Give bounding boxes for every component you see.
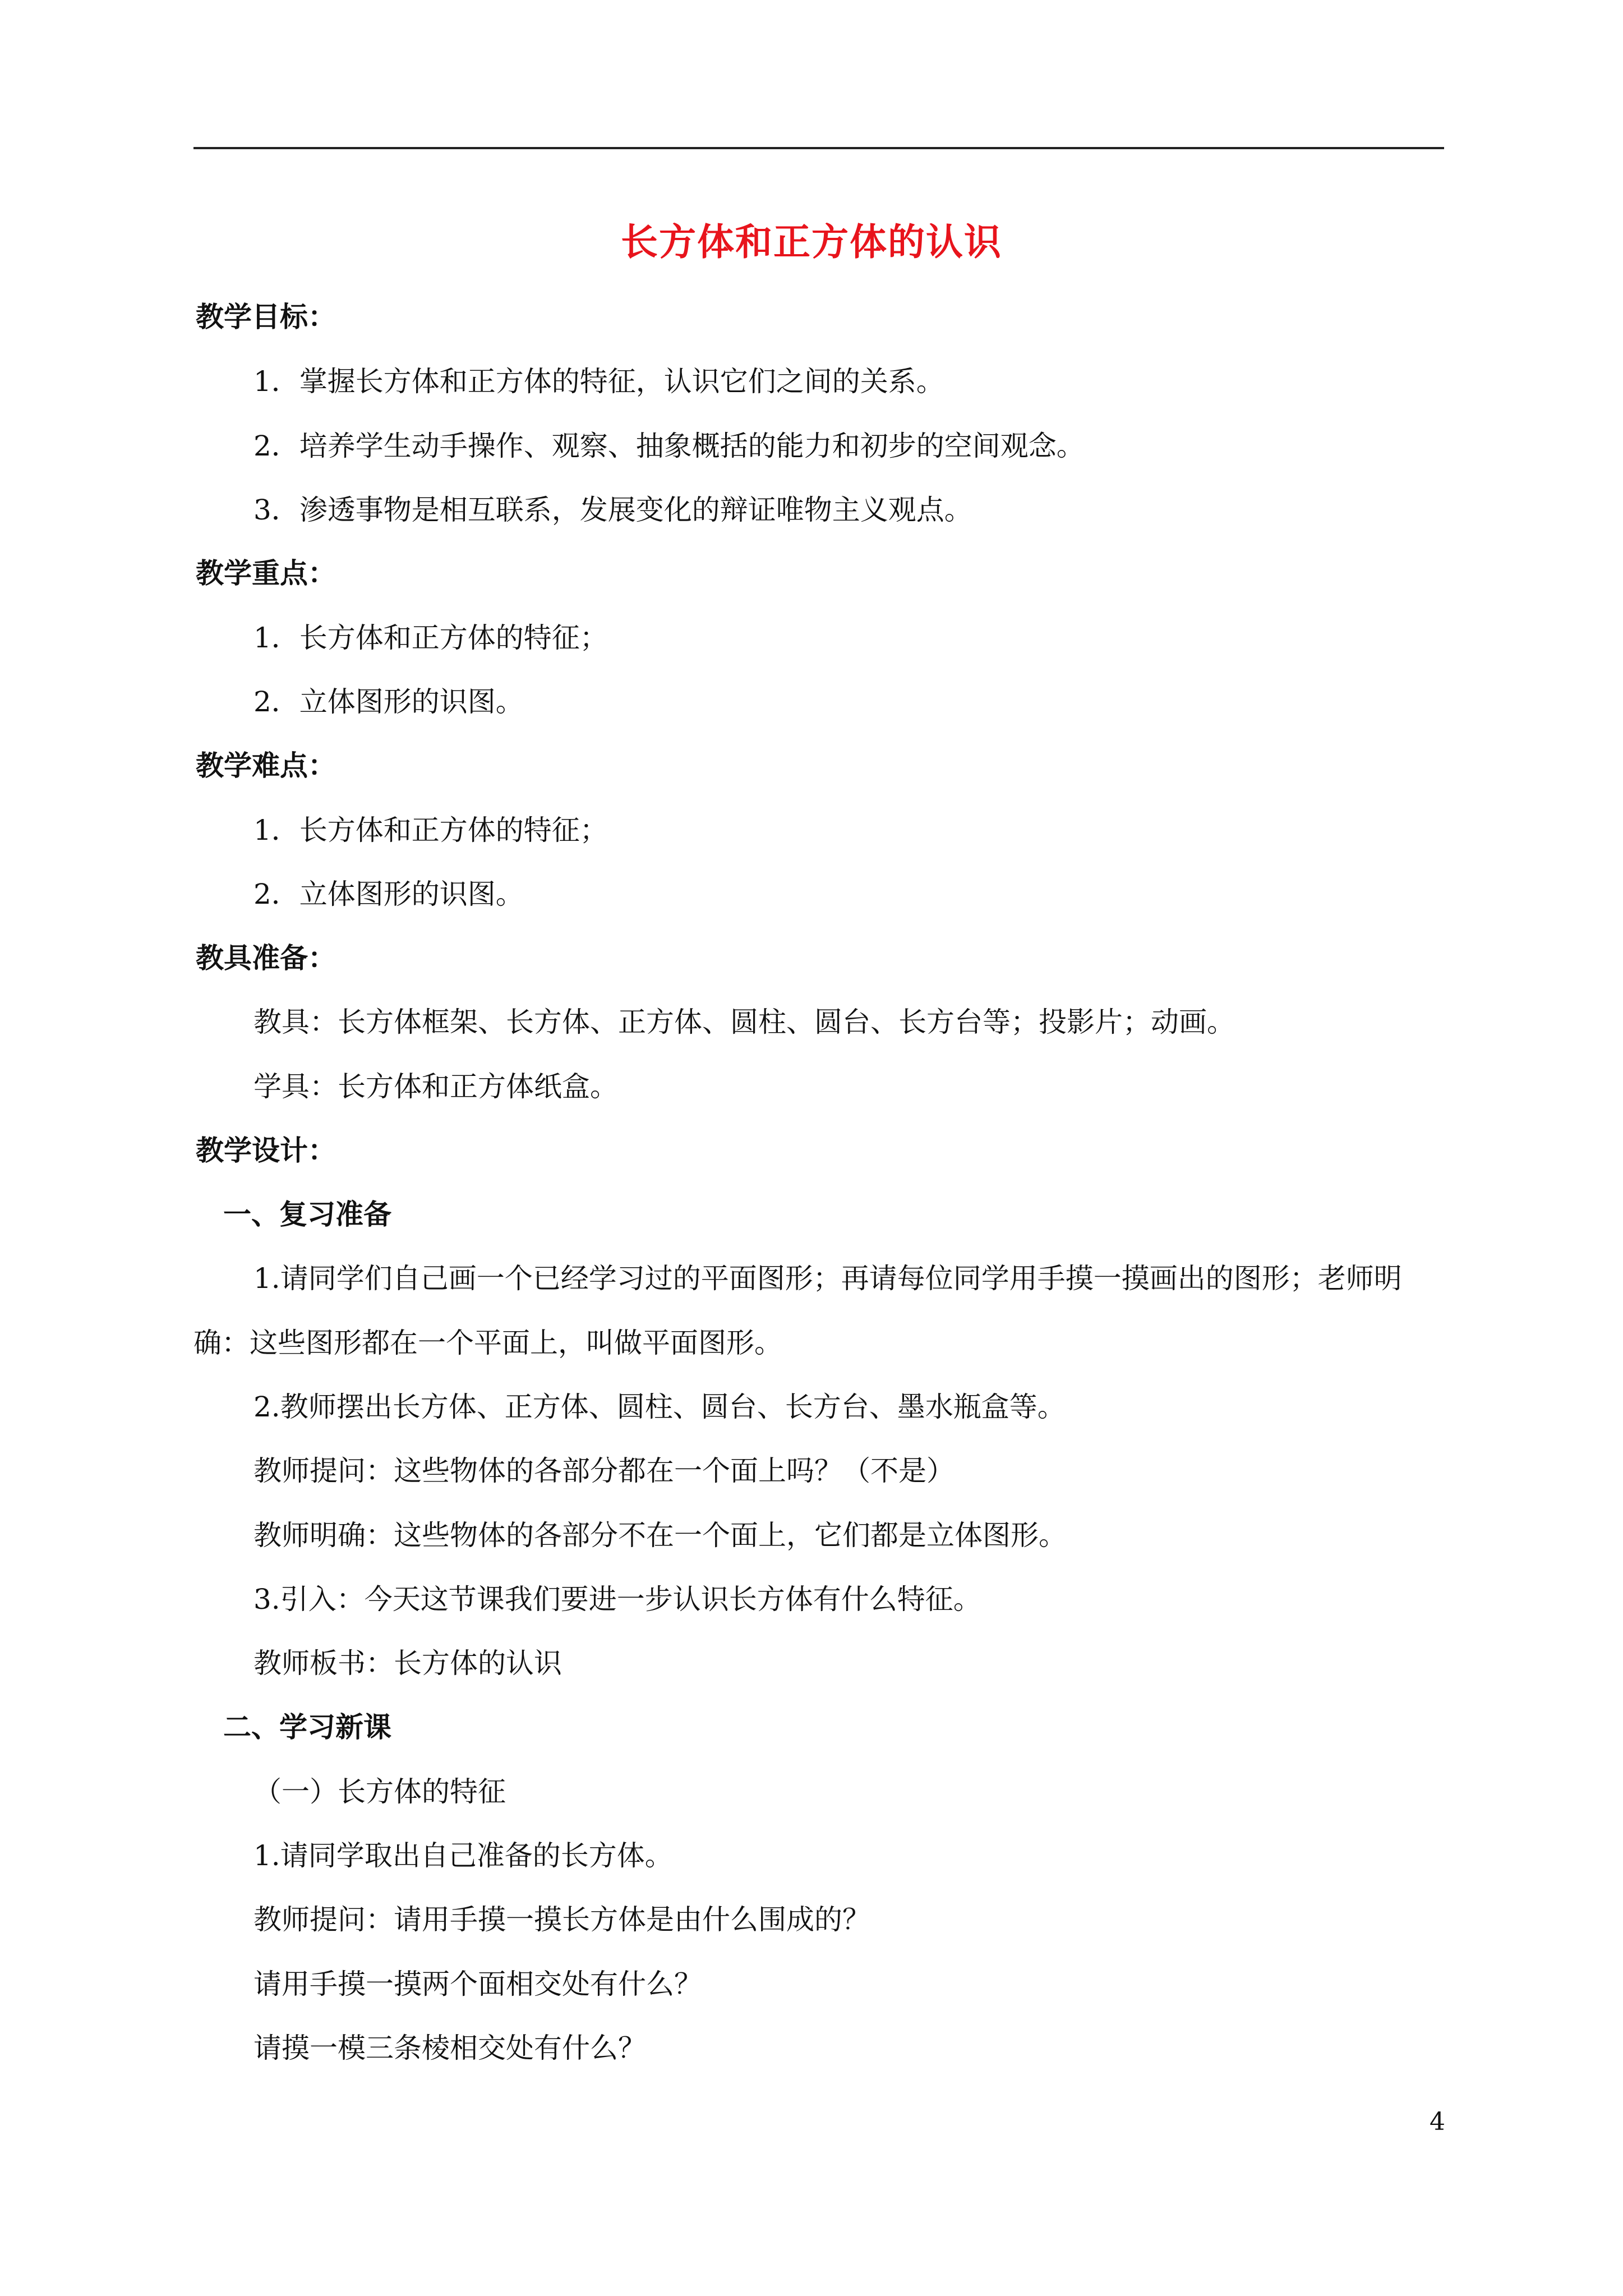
paragraph-line: 教师提问：请用手摸一摸长方体是由什么围成的？ xyxy=(253,1903,870,1936)
section-new-lesson: 二、学习新课 xyxy=(223,1710,391,1743)
heading-design: 教学设计： xyxy=(196,1134,336,1167)
heading-key-points: 教学重点： xyxy=(196,556,336,590)
teacher-materials: 教具：长方体框架、长方体、正方体、圆柱、圆台、长方台等；投影片；动画。 xyxy=(253,1006,1235,1038)
objective-3: 3．渗透事物是相互联系，发展变化的辩证唯物主义观点。 xyxy=(253,494,972,526)
objective-2: 2．培养学生动手操作、观察、抽象概括的能力和初步的空间观念。 xyxy=(253,430,1085,462)
page-title: 长方体和正方体的认识 xyxy=(621,220,1002,264)
paragraph-line: 3.引入：今天这节课我们要进一步认识长方体有什么特征。 xyxy=(253,1583,981,1616)
heading-objectives: 教学目标： xyxy=(196,300,336,333)
difficulty-2: 2．立体图形的识图。 xyxy=(253,878,524,910)
paragraph-line: 教师提问：这些物体的各部分都在一个面上吗？（不是） xyxy=(253,1455,955,1487)
paragraph-line: 请摸一模三条棱相交处有什么？ xyxy=(253,2032,646,2064)
header-rule xyxy=(193,147,1444,149)
paragraph-line: 2.教师摆出长方体、正方体、圆柱、圆台、长方台、墨水瓶盒等。 xyxy=(253,1391,1066,1423)
subsection-features: （一）长方体的特征 xyxy=(253,1775,506,1808)
heading-materials: 教具准备： xyxy=(196,941,336,974)
paragraph-line: 1.请同学们自己画一个已经学习过的平面图形；再请每位同学用手摸一摸画出的图形；老师明 xyxy=(253,1262,1402,1295)
key-point-2: 2．立体图形的识图。 xyxy=(253,685,524,718)
difficulty-1: 1．长方体和正方体的特征； xyxy=(253,814,608,846)
paragraph-line: 请用手摸一摸两个面相交处有什么？ xyxy=(253,1968,702,2000)
page-number: 4 xyxy=(1430,2108,1445,2136)
paragraph-line: 教师板书：长方体的认识 xyxy=(253,1647,562,1680)
section-review: 一、复习准备 xyxy=(223,1198,391,1231)
paragraph-line: 1.请同学取出自己准备的长方体。 xyxy=(253,1839,673,1872)
key-point-1: 1．长方体和正方体的特征； xyxy=(253,622,608,654)
paragraph-line: 教师明确：这些物体的各部分不在一个面上，它们都是立体图形。 xyxy=(253,1519,1067,1552)
heading-difficulties: 教学难点： xyxy=(196,749,336,782)
objective-1: 1．掌握长方体和正方体的特征，认识它们之间的关系。 xyxy=(253,365,944,398)
paragraph-line: 确：这些图形都在一个平面上，叫做平面图形。 xyxy=(193,1327,782,1359)
student-materials: 学具：长方体和正方体纸盒。 xyxy=(253,1070,618,1103)
